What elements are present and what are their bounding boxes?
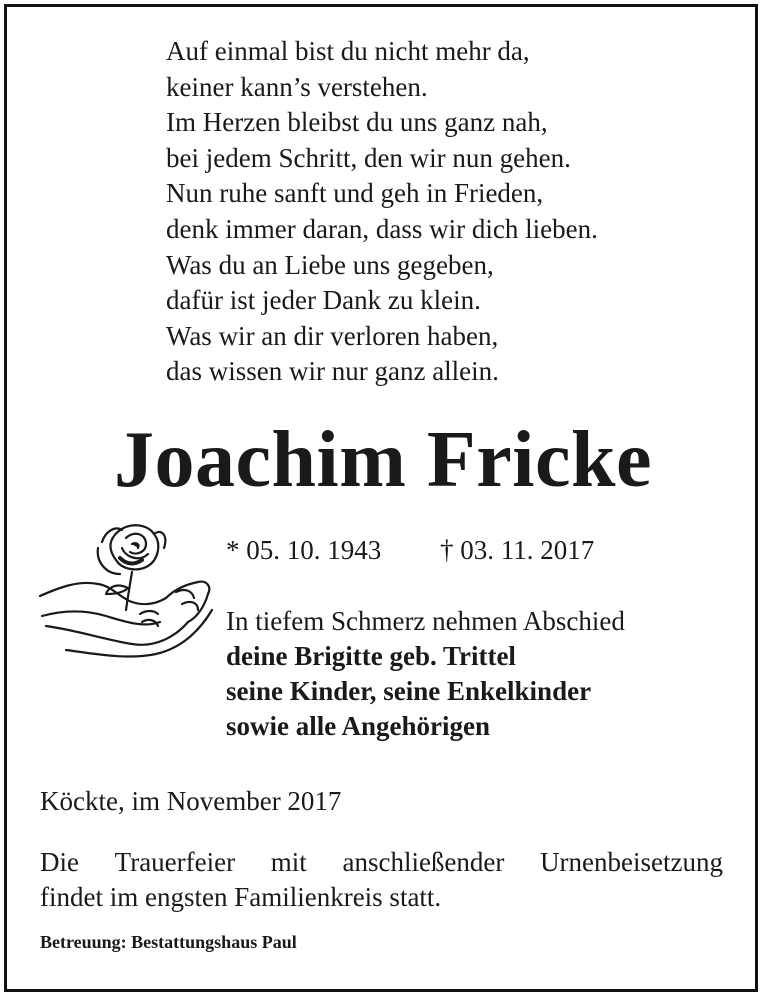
funeral-home-credit: Betreuung: Bestattungshaus Paul xyxy=(40,932,297,952)
deceased-name: Joachim Fricke xyxy=(114,416,652,504)
poem-line: Im Herzen bleibst du uns ganz nah, xyxy=(166,107,548,138)
death-date: † 03. 11. 2017 xyxy=(440,535,595,565)
poem-line: Was du an Liebe uns gegeben, xyxy=(166,249,494,280)
mourner-line: seine Kinder, seine Enkelkinder xyxy=(226,676,592,706)
life-dates xyxy=(226,533,595,567)
funeral-word: mit xyxy=(270,847,307,877)
poem-line: Nun ruhe sanft und geh in Frieden, xyxy=(166,178,544,209)
poem xyxy=(166,34,598,390)
rose-in-hands-icon xyxy=(36,518,218,673)
funeral-notice xyxy=(40,845,723,915)
mourner-line: deine Brigitte geb. Trittel xyxy=(226,641,516,671)
mourners-block xyxy=(226,604,625,744)
poem-line: keiner kann’s verstehen. xyxy=(166,71,428,102)
mourner-line: sowie alle Angehörigen xyxy=(226,711,490,741)
funeral-word: Die xyxy=(40,847,79,877)
funeral-word: Urnenbeisetzung xyxy=(540,847,723,877)
poem-line: Auf einmal bist du nicht mehr da, xyxy=(166,36,530,66)
poem-line: dafür ist jeder Dank zu klein. xyxy=(166,285,481,316)
poem-line: denk immer daran, dass wir dich lieben. xyxy=(166,213,598,244)
funeral-line-2: findet im engsten Familienkreis statt. xyxy=(40,882,442,912)
funeral-word: anschließender xyxy=(342,847,505,877)
place-and-date: Köckte, im November 2017 xyxy=(40,786,342,816)
poem-line: bei jedem Schritt, den wir nun gehen. xyxy=(166,142,571,173)
birth-date: * 05. 10. 1943 xyxy=(226,535,382,565)
mourners-intro: In tiefem Schmerz nehmen Abschied xyxy=(226,606,625,636)
poem-line: das wissen wir nur ganz allein. xyxy=(166,356,499,387)
funeral-line-1 xyxy=(40,845,723,880)
funeral-word: Trauerfeier xyxy=(114,847,236,877)
poem-line: Was wir an dir verloren haben, xyxy=(166,320,499,351)
